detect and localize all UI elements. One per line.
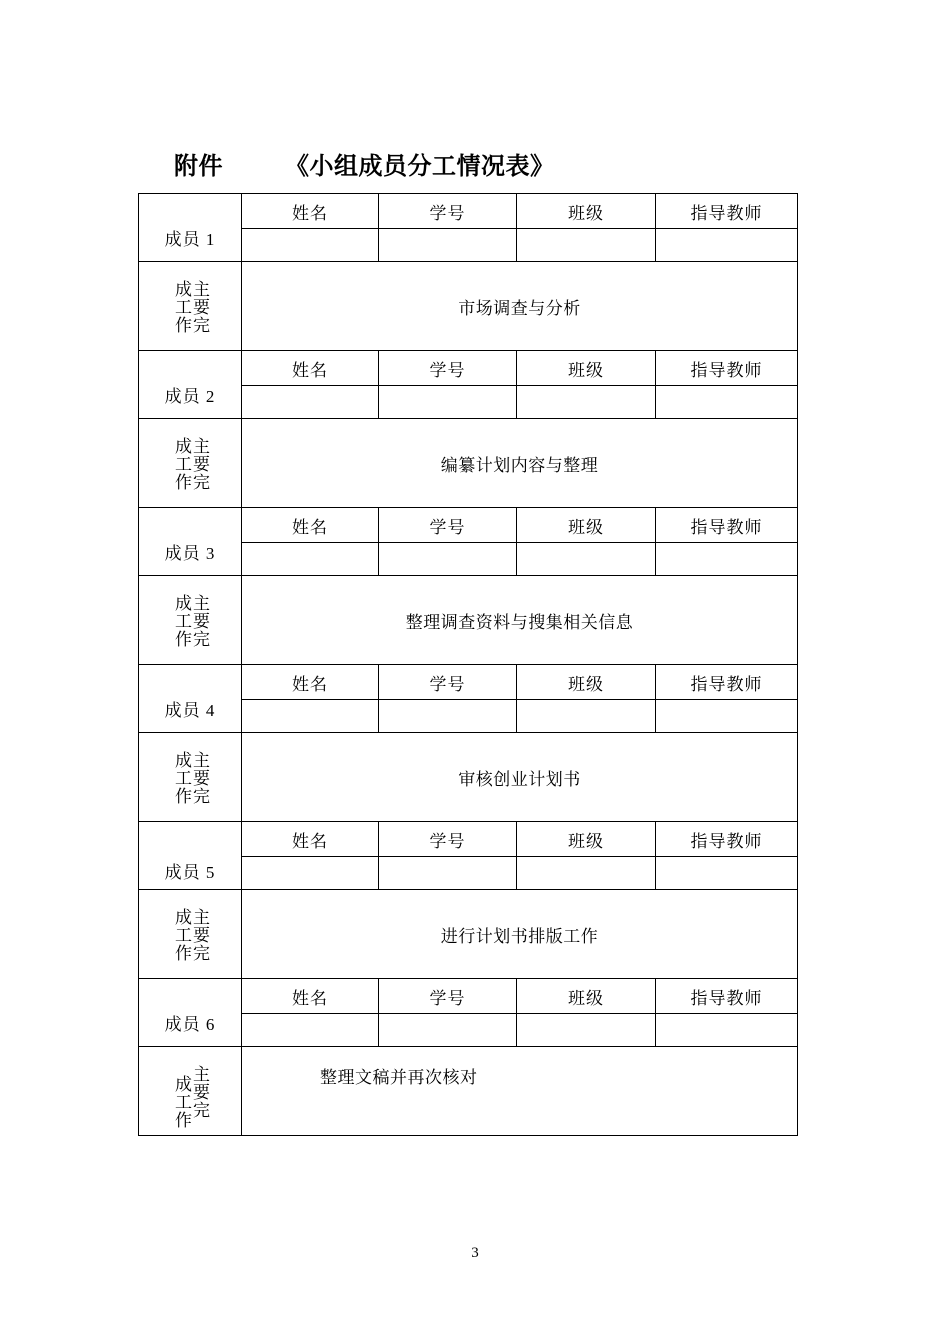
entry-teacher-5[interactable]: [656, 857, 798, 890]
table-row: [139, 1047, 798, 1136]
header-teacher-4: 指导教师: [656, 665, 798, 700]
header-student-id-6: 学号: [379, 979, 517, 1014]
entry-class-3[interactable]: [517, 543, 656, 576]
duty-label-col-right-3: 主要完: [190, 593, 210, 648]
table-row: [139, 576, 798, 665]
duty-text-5[interactable]: 进行计划书排版工作: [242, 890, 798, 979]
entry-name-5[interactable]: [242, 857, 379, 890]
duty-label-cell-1: [139, 262, 242, 351]
title-main: 《小组成员分工情况表》: [285, 153, 555, 180]
entry-name-6[interactable]: [242, 1014, 379, 1047]
header-teacher-3: 指导教师: [656, 508, 798, 543]
duty-label-col-left-3: 成工作: [172, 593, 191, 648]
member-label-2: 成员 2: [164, 387, 216, 406]
table-row: [139, 979, 798, 1014]
header-student-id-3: 学号: [379, 508, 517, 543]
header-teacher-2: 指导教师: [656, 351, 798, 386]
duty-label-col-right-6: 主要完: [190, 1064, 210, 1119]
duty-label-vertical-2: [172, 437, 208, 491]
header-student-id-2: 学号: [379, 351, 517, 386]
duty-label-vertical-5: [172, 908, 208, 962]
duty-label-vertical-1: [172, 280, 208, 334]
duty-text-3[interactable]: 整理调查资料与搜集相关信息: [242, 576, 798, 665]
entry-name-4[interactable]: [242, 700, 379, 733]
header-name-1: 姓名: [242, 194, 379, 229]
header-class-6: 班级: [517, 979, 656, 1014]
header-class-4: 班级: [517, 665, 656, 700]
entry-class-4[interactable]: [517, 700, 656, 733]
member-label-cell-3: [139, 508, 242, 576]
member-label-6: 成员 6: [164, 1015, 216, 1034]
header-class-2: 班级: [517, 351, 656, 386]
entry-name-2[interactable]: [242, 386, 379, 419]
duty-text-6: 整理文稿并再次核对: [320, 1068, 478, 1087]
duty-text-2[interactable]: 编纂计划内容与整理: [242, 419, 798, 508]
header-class-3: 班级: [517, 508, 656, 543]
table-row: [139, 665, 798, 700]
entry-teacher-1[interactable]: [656, 229, 798, 262]
duty-label-col-left-2: 成工作: [172, 436, 191, 491]
header-teacher-6: 指导教师: [656, 979, 798, 1014]
member-label-cell-4: [139, 665, 242, 733]
table-row: [139, 890, 798, 979]
header-teacher-1: 指导教师: [656, 194, 798, 229]
entry-name-1[interactable]: [242, 229, 379, 262]
table-row: [139, 419, 798, 508]
member-label-4: 成员 4: [164, 701, 216, 720]
entry-class-1[interactable]: [517, 229, 656, 262]
entry-teacher-3[interactable]: [656, 543, 798, 576]
member-label-cell-6: [139, 979, 242, 1047]
entry-student-id-2[interactable]: [379, 386, 517, 419]
header-class-5: 班级: [517, 822, 656, 857]
entry-name-3[interactable]: [242, 543, 379, 576]
duty-label-vertical-3: [172, 594, 208, 648]
entry-teacher-4[interactable]: [656, 700, 798, 733]
entry-teacher-6[interactable]: [656, 1014, 798, 1047]
member-label-1: 成员 1: [164, 230, 216, 249]
duty-label-col-right-2: 主要完: [190, 436, 210, 491]
header-name-6: 姓名: [242, 979, 379, 1014]
entry-class-2[interactable]: [517, 386, 656, 419]
header-name-3: 姓名: [242, 508, 379, 543]
duty-label-vertical-4: [172, 751, 208, 805]
entry-class-6[interactable]: [517, 1014, 656, 1047]
header-class-1: 班级: [517, 194, 656, 229]
duty-label-vertical-6: [172, 1064, 210, 1129]
header-name-4: 姓名: [242, 665, 379, 700]
entry-student-id-3[interactable]: [379, 543, 517, 576]
table-row: [139, 508, 798, 543]
title-prefix: 附件: [174, 153, 223, 180]
duty-text-cell-6[interactable]: [242, 1047, 798, 1136]
table-row: [139, 822, 798, 857]
duty-label-col-right-1: 主要完: [190, 279, 210, 334]
entry-student-id-5[interactable]: [379, 857, 517, 890]
duty-label-cell-6: [139, 1047, 242, 1136]
duty-label-cell-2: [139, 419, 242, 508]
duty-label-col-right-5: 主要完: [190, 907, 210, 962]
member-label-cell-2: [139, 351, 242, 419]
header-student-id-1: 学号: [379, 194, 517, 229]
member-label-cell-1: [139, 194, 242, 262]
table-row: [139, 351, 798, 386]
duty-label-cell-4: [139, 733, 242, 822]
duty-label-cell-5: [139, 890, 242, 979]
duty-label-col-left-6: 成工作: [172, 1074, 191, 1129]
duty-label-col-left-1: 成工作: [172, 279, 191, 334]
header-name-2: 姓名: [242, 351, 379, 386]
table-row: [139, 262, 798, 351]
duty-label-col-right-4: 主要完: [190, 750, 210, 805]
header-student-id-5: 学号: [379, 822, 517, 857]
entry-student-id-4[interactable]: [379, 700, 517, 733]
table-row: [139, 733, 798, 822]
entry-student-id-6[interactable]: [379, 1014, 517, 1047]
member-assignment-table: [138, 193, 798, 1136]
page-number: 3: [471, 1245, 479, 1261]
header-student-id-4: 学号: [379, 665, 517, 700]
entry-teacher-2[interactable]: [656, 386, 798, 419]
entry-class-5[interactable]: [517, 857, 656, 890]
header-name-5: 姓名: [242, 822, 379, 857]
duty-label-cell-3: [139, 576, 242, 665]
duty-label-col-left-4: 成工作: [172, 750, 191, 805]
table-row: [139, 194, 798, 229]
duty-text-1[interactable]: 市场调查与分析: [242, 262, 798, 351]
duty-label-col-left-5: 成工作: [172, 907, 191, 962]
member-label-5: 成员 5: [164, 863, 216, 882]
member-label-3: 成员 3: [164, 544, 216, 563]
member-label-cell-5: [139, 822, 242, 890]
duty-text-4[interactable]: 审核创业计划书: [242, 733, 798, 822]
header-teacher-5: 指导教师: [656, 822, 798, 857]
entry-student-id-1[interactable]: [379, 229, 517, 262]
